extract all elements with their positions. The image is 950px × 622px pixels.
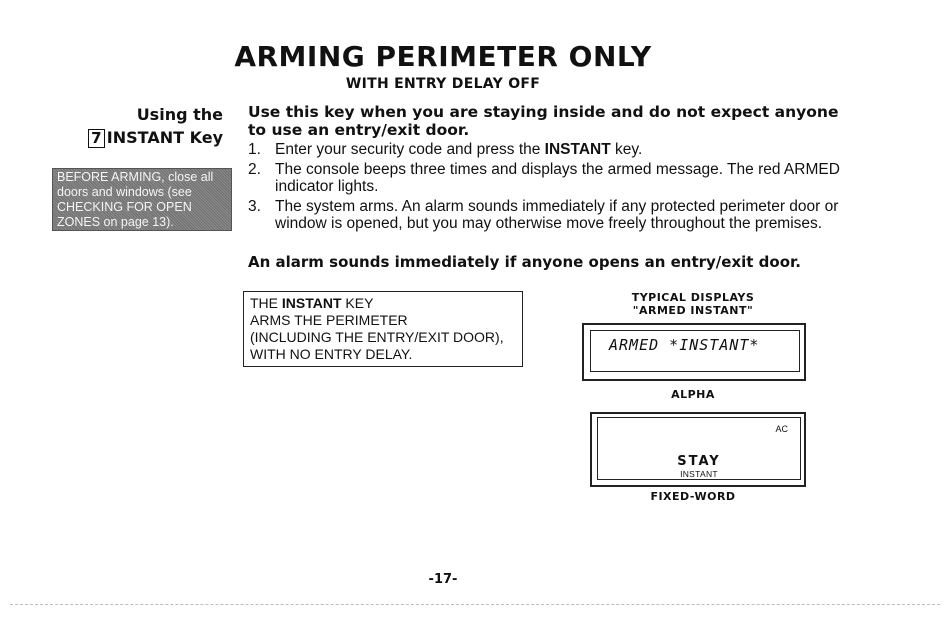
warning-text: An alarm sounds immediately if anyone opens an entry/exit door. (248, 253, 801, 271)
typical-displays-line2: "ARMED INSTANT" (632, 304, 754, 317)
step-number: 1. (248, 141, 261, 158)
info-line-3: (INCLUDING THE ENTRY/EXIT DOOR), (250, 329, 504, 345)
typical-displays-caption (580, 291, 806, 317)
step-item (248, 141, 858, 158)
step-text: The console beeps three times and displays the armed message. The red ARMED indicator lights. (275, 161, 840, 195)
instant-key-label: INSTANT Key (106, 128, 223, 147)
info-line-1-post: KEY (341, 295, 374, 311)
step-item (248, 198, 858, 232)
step-text-end: key. (610, 141, 643, 158)
step-item (248, 161, 858, 195)
instant-indicator: INSTANT (680, 469, 718, 479)
info-line-4: WITH NO ENTRY DELAY. (250, 346, 413, 362)
info-line-1-key: INSTANT (281, 295, 342, 311)
fixed-word-display (590, 412, 806, 487)
side-heading (88, 103, 223, 149)
page-title: ARMING PERIMETER ONLY (234, 40, 652, 73)
alpha-display-screen (590, 330, 800, 372)
page-subtitle: WITH ENTRY DELAY OFF (345, 76, 541, 92)
before-arming-note-text: BEFORE ARMING, close all doors and windows (see CHECKING FOR OPEN ZONES on page 13). (57, 170, 214, 229)
before-arming-note (52, 168, 232, 231)
step-number: 3. (248, 198, 261, 215)
intro-text: Use this key when you are staying inside and do not expect anyone to use an entry/exit door. (248, 103, 839, 139)
step-key-name: INSTANT (544, 141, 611, 158)
side-heading-line1: Using the (136, 105, 223, 124)
info-line-1-pre: THE (250, 295, 282, 311)
alpha-display (582, 323, 806, 381)
ac-indicator: AC (775, 424, 788, 434)
alpha-label: ALPHA (671, 388, 715, 401)
page-number: -17- (428, 572, 458, 587)
stay-indicator: STAY (677, 454, 721, 469)
step-text: The system arms. An alarm sounds immediately if any protected perimeter door or window is opened, but you may otherwise move freely throughout the premises. (275, 198, 839, 232)
typical-displays-line1: TYPICAL DISPLAYS (631, 291, 755, 304)
key-7-icon: 7 (88, 129, 105, 148)
fixed-word-label: FIXED-WORD (650, 490, 736, 503)
instant-key-info-box (243, 291, 523, 367)
info-line-2: ARMS THE PERIMETER (250, 312, 408, 328)
side-heading-line2 (88, 126, 223, 149)
alpha-display-text: ARMED *INSTANT* (609, 336, 760, 354)
bottom-divider (10, 604, 940, 605)
steps-list (248, 141, 858, 235)
step-text: Enter your security code and press the (275, 141, 545, 158)
fixed-word-display-screen (597, 417, 801, 480)
step-number: 2. (248, 161, 261, 178)
info-line-1 (250, 295, 516, 312)
